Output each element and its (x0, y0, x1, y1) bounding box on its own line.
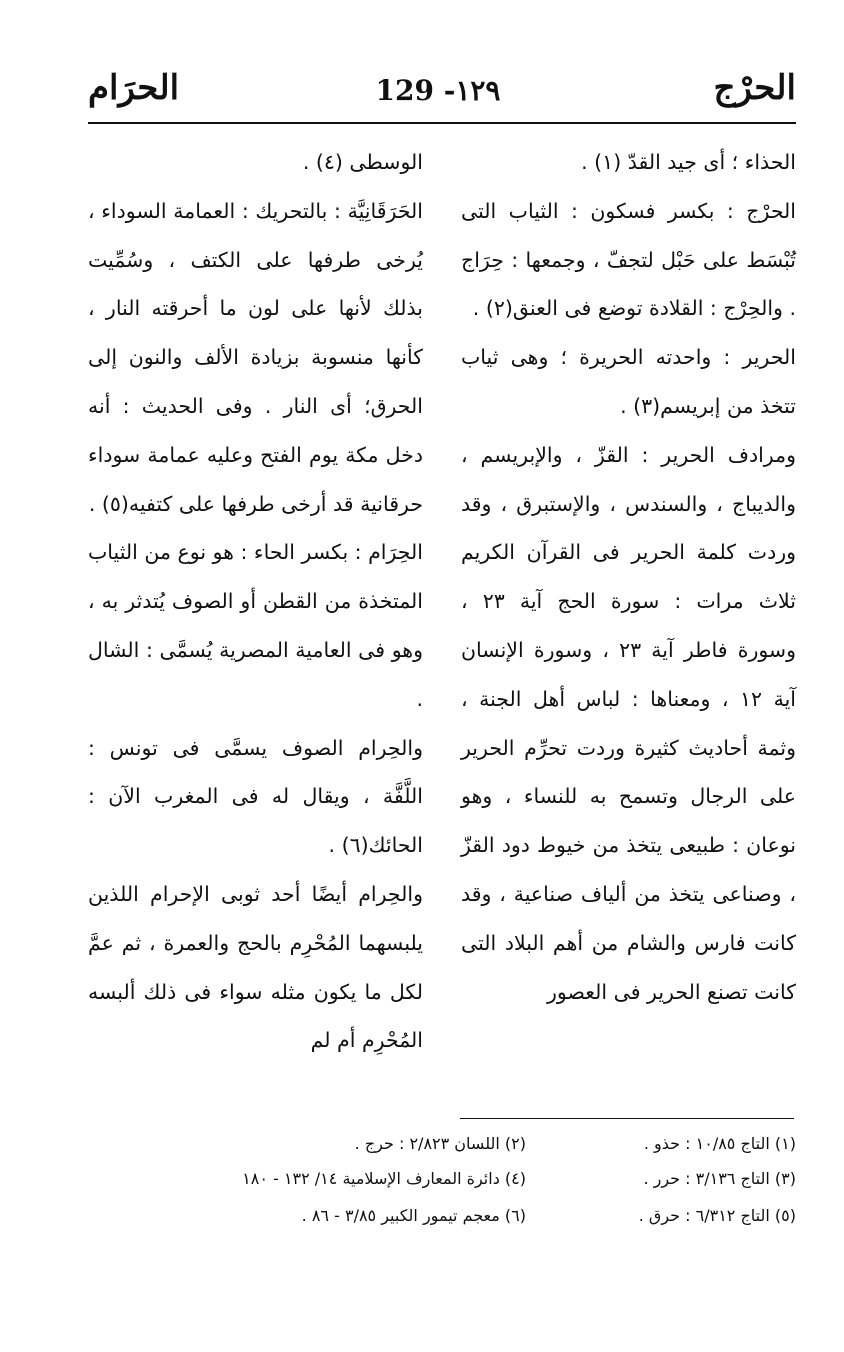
right-column (461, 138, 796, 1016)
page-number: 129 -١٢٩ (375, 74, 501, 107)
footnote: (٥) التاج ٦/٣١٢ : حرق . (638, 1206, 796, 1225)
header-entry-right: الحرْج (713, 68, 796, 108)
footnote-row (88, 1169, 796, 1197)
footnote: (٤) دائرة المعارف الإسلامية ١٤/ ١٣٢ - ١٨٠ (242, 1169, 526, 1188)
footnote-row (88, 1134, 796, 1162)
paragraph: الحِرَام : بكسر الحاء : هو نوع من الثياب المتخذة من القطن أو الصوف يُتدثر به ، وهو فى العامية المصرية يُسمَّى : الشال . (88, 540, 423, 711)
paragraph: والحِرام الصوف يسمَّى فى تونس : اللَّفَّة ، ويقال له فى المغرب الآن : الحائك(٦) . (88, 735, 423, 858)
footnote: (١) التاج ١٠/٨٥ : حذو . (643, 1134, 796, 1153)
paragraph: الوسطى (٤) . (302, 150, 423, 174)
header-entry-left: الحرَام (88, 68, 180, 108)
footnote-rule (460, 1118, 794, 1119)
footnote-row (88, 1206, 796, 1234)
footnote: (٦) معجم تيمور الكبير ٣/٨٥ - ٨٦ . (301, 1206, 526, 1225)
paragraph: الحرير : واحدته الحريرة ؛ وهى ثياب تتخذ من إبريسم(٣) . (461, 345, 796, 418)
footnote: (٢) اللسان ٢/٨٢٣ : حرج . (354, 1134, 526, 1153)
paragraph: الحذاء ؛ أى جيد القدّ (١) . (581, 150, 796, 174)
paragraph: والحِرام أيضًا أحد ثوبى الإحرام اللذين يلبسهما المُحْرِم بالحج والعمرة ، ثم عمَّ لكل ما يكون مثله سواء فى ذلك ألبسه المُحْرِم أم لم (88, 881, 423, 1053)
paragraph: ومرادف الحرير : القزّ ، والإبريسم ، والديباج ، والسندس ، والإستبرق ، وقد وردت كلمة الحرير فى القرآن الكريم ثلاث مرات : سورة الحج آية ٢٣ ، وسورة فاطر آية ٢٣ ، وسورة الإنسان آية ١٢ ، ومعناها : لباس أهل الجنة ، وثمة أحاديث كثيرة وردت تحرِّم الحرير على الرجال وتسمح به للنساء ، وهو نوعان : طبيعى يتخذ من خيوط دود القزّ ، وصناعى يتخذ من ألياف صناعية ، وقد كانت فارس والشام من أهم البلاد التى كانت تصنع الحرير فى العصور (461, 442, 797, 1004)
paragraph: الحَرَقَانِيَّة : بالتحريك : العمامة السوداء ، يُرخى طرفها على الكتف ، وسُمِّيت بذلك لأنها على لون ما أحرقته النار ، كأنها منسوبة بزيادة الألف والنون إلى الحرق؛ أى النار . وفى الحديث : أنه دخل مكة يوم الفتح وعليه عمامة سوداء حرقانية قد أرخى طرفها على كتفيه(٥) . (88, 198, 423, 516)
header-rule (88, 122, 796, 124)
paragraph: الحرْج : بكسر فسكون : الثياب التى تُبْسَط على حَبْل لتجفّ ، وجمعها : حِرَاج . والحِرْج : القلادة توضع فى العنق(٢) . (461, 198, 796, 321)
footnote: (٣) التاج ٣/١٣٦ : حرر . (643, 1169, 796, 1188)
left-column (88, 138, 423, 1065)
page-header (80, 62, 796, 122)
